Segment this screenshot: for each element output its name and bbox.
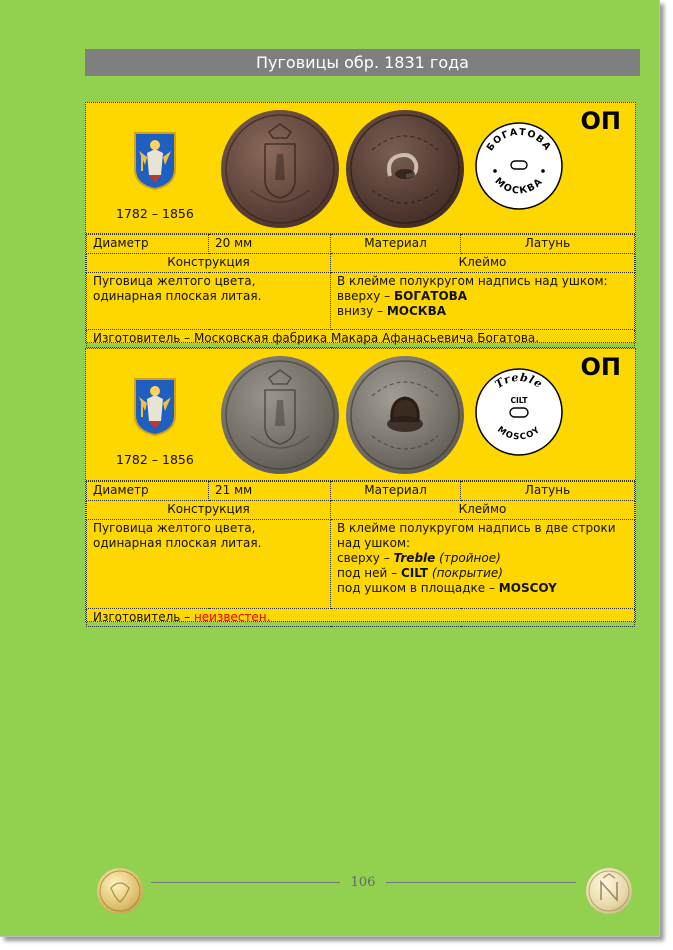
- coat-of-arms-image: [133, 377, 177, 437]
- mark-description: [331, 520, 635, 609]
- diameter-value: 20 мм: [209, 235, 331, 254]
- hallmark-bottom-text: MOSCOY: [495, 424, 543, 443]
- material-label: Материал: [331, 482, 461, 501]
- image-row: [86, 103, 635, 234]
- hallmark-middle-text: CILT: [510, 396, 528, 405]
- button-card-2: [85, 348, 636, 622]
- maker-text: Изготовитель – неизвестен.: [87, 609, 635, 627]
- image-row: [86, 349, 635, 481]
- mark-description: [331, 273, 635, 330]
- medallion-right-image: [586, 868, 632, 914]
- hallmark-bottom-text: МОСКВА: [492, 175, 546, 197]
- grade-badge: ОП: [580, 353, 621, 381]
- specs-table: [86, 481, 635, 627]
- diameter-label: Диаметр: [87, 482, 209, 501]
- material-label: Материал: [331, 235, 461, 254]
- material-value: Латунь: [461, 482, 635, 501]
- button-reverse-image: [346, 110, 464, 228]
- mark-intro: В клейме полукругом надпись в две строки над ушком:: [337, 521, 616, 550]
- coat-of-arms-image: [133, 131, 177, 191]
- construction-header: Конструкция: [87, 254, 331, 273]
- years-label: 1782 – 1856: [116, 206, 194, 221]
- footer-rule-right: [386, 882, 576, 883]
- page-number: 106: [350, 875, 376, 890]
- mark-line-2: внизу – МОСКВА: [337, 304, 447, 318]
- mark-header: Клеймо: [331, 501, 635, 520]
- maker-text: Изготовитель – Московская фабрика Макара Афанасьевича Богатова.: [87, 330, 635, 348]
- diameter-label: Диаметр: [87, 235, 209, 254]
- button-reverse-image: [346, 356, 464, 474]
- mark-line-3: под ушком в площадке – MOSCOY: [337, 581, 557, 595]
- mark-line-1: вверху – БОГАТОВА: [337, 289, 468, 303]
- footer-rule-left: [151, 882, 340, 883]
- diameter-value: 21 мм: [209, 482, 331, 501]
- mark-line-1: сверху – Treble (тройное): [337, 551, 501, 565]
- medallion-left-image: [97, 868, 143, 914]
- hallmark-top-text: Treble: [492, 370, 546, 392]
- construction-text: Пуговица желтого цвета, одинарная плоская литая.: [87, 273, 331, 330]
- mark-line-2: под ней – CILT (покрытие): [337, 566, 503, 580]
- grade-badge: ОП: [580, 107, 621, 135]
- construction-header: Конструкция: [87, 501, 331, 520]
- hallmark-drawing: [474, 367, 564, 457]
- specs-table: [86, 234, 635, 348]
- button-obverse-image: [221, 356, 339, 474]
- page-title: Пуговицы обр. 1831 года: [85, 49, 640, 76]
- button-card-1: [85, 102, 636, 343]
- maker-unknown: неизвестен.: [193, 610, 271, 624]
- button-obverse-image: [221, 110, 339, 228]
- mark-intro: В клейме полукругом надпись над ушком:: [337, 274, 608, 288]
- material-value: Латунь: [461, 235, 635, 254]
- years-label: 1782 – 1856: [116, 452, 194, 467]
- hallmark-drawing: [474, 121, 564, 211]
- mark-header: Клеймо: [331, 254, 635, 273]
- construction-text: Пуговица желтого цвета, одинарная плоская литая.: [87, 520, 331, 609]
- hallmark-top-text: БОГАТОВА: [484, 126, 554, 154]
